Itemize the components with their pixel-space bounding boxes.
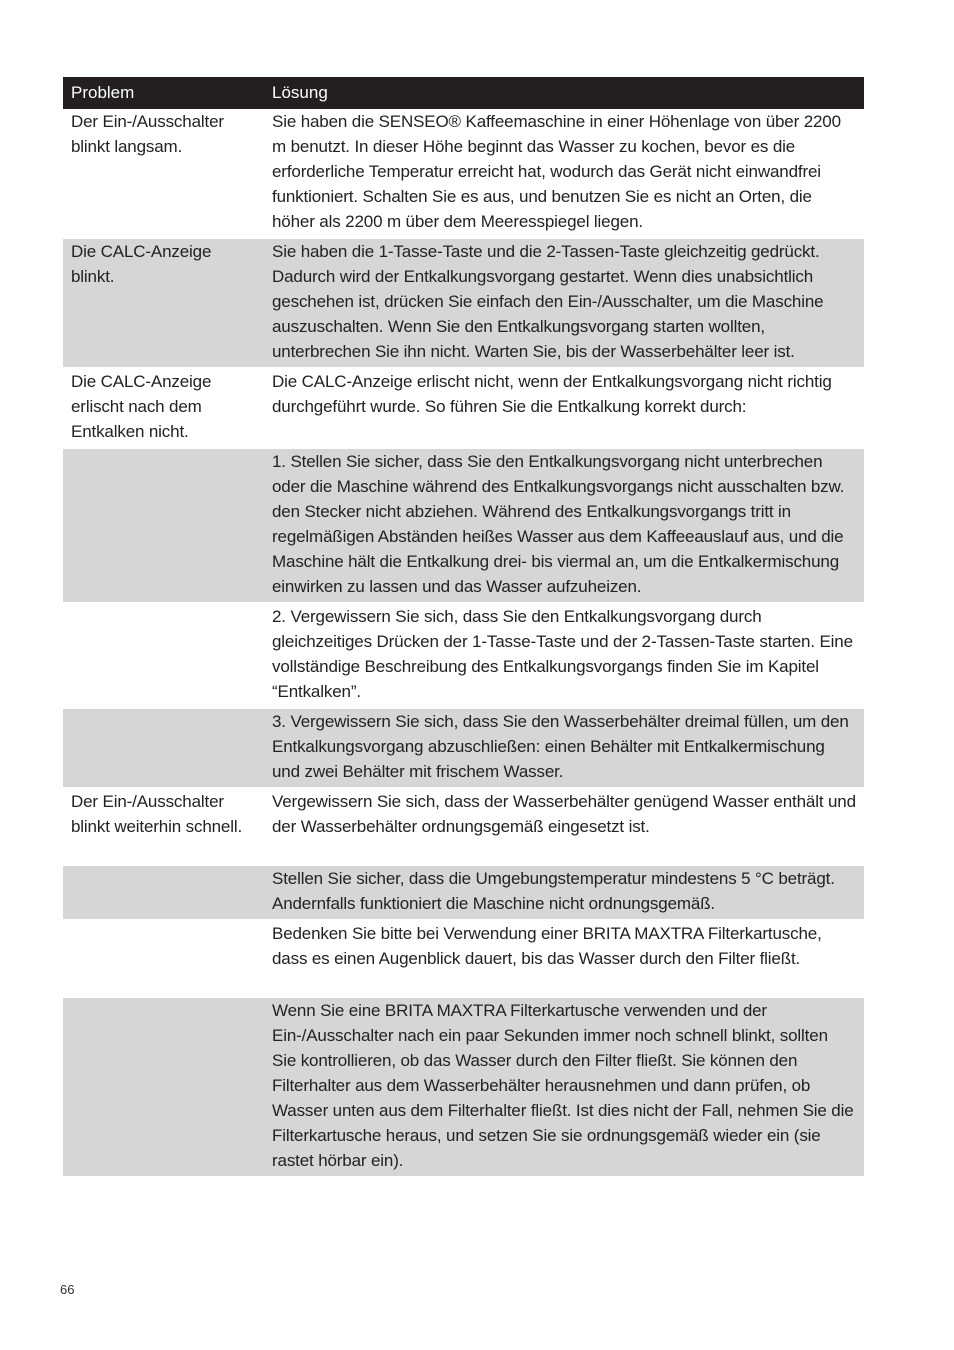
table-row bbox=[63, 865, 864, 920]
solution-cell: 2. Vergewissern Sie sich, dass Sie den Entkalkungsvorgang durch gleichzeitiges Drücken der 1-Tasse-Taste und der 2-Tassen-Taste starten. Eine vollständige Beschreibung des Entkalkungsvorgangs finden Sie im Kapitel “Entkalken”. bbox=[264, 603, 864, 708]
solution-cell: Sie haben die SENSEO® Kaffeemaschine in einer Höhenlage von über 2200 m benutzt. In dieser Höhe beginnt das Wasser zu kochen, bevor es die erforderliche Temperatur erreicht hat, wodurch das Gerät nicht einwandfrei funktioniert. Schalten Sie es aus, und benutzen Sie es nicht an Orten, die höher als 2200 m über dem Meeresspiegel liegen. bbox=[264, 109, 864, 238]
problem-cell: Die CALC-Anzeige blinkt. bbox=[63, 238, 264, 368]
problem-cell bbox=[63, 448, 264, 603]
problem-cell: Der Ein-/Ausschalter blinkt langsam. bbox=[63, 109, 264, 238]
solution-cell: Bedenken Sie bitte bei Verwendung einer BRITA MAXTRA Filterkartusche, dass es einen Augenblick dauert, bis das Wasser durch den Filter fließt. bbox=[264, 920, 864, 997]
table-row bbox=[63, 238, 864, 368]
table-row bbox=[63, 708, 864, 788]
table-row bbox=[63, 788, 864, 865]
header-problem: Problem bbox=[63, 77, 264, 109]
table-row bbox=[63, 920, 864, 997]
solution-cell: Sie haben die 1-Tasse-Taste und die 2-Tassen-Taste gleichzeitig gedrückt. Dadurch wird der Entkalkungsvorgang gestartet. Wenn dies unabsichtlich geschehen ist, drücken Sie einfach den Ein-/Ausschalter, um die Maschine auszuschalten. Wenn Sie den Entkalkungsvorgang starten wollten, unterbrechen Sie ihn nicht. Warten Sie, bis der Wasserbehälter leer ist. bbox=[264, 238, 864, 368]
problem-cell bbox=[63, 865, 264, 920]
problem-cell bbox=[63, 708, 264, 788]
solution-cell: 1. Stellen Sie sicher, dass Sie den Entkalkungsvorgang nicht unterbrechen oder die Maschine während des Entkalkungsvorgangs nicht ausschalten bzw. den Stecker nicht abziehen. Während des Entkalkungsvorgangs tritt in regelmäßigen Abständen heißes Wasser aus dem Kaffeeauslauf aus, und die Maschine hält die Entkalkung drei- bis viermal an, um die Entkalkermischung einwirken zu lassen und das Wasser aufzuheizen. bbox=[264, 448, 864, 603]
troubleshooting-table bbox=[63, 77, 864, 1178]
solution-cell: Stellen Sie sicher, dass die Umgebungstemperatur mindestens 5 °C beträgt. Andernfalls funktioniert die Maschine nicht ordnungsgemäß. bbox=[264, 865, 864, 920]
table-header-row bbox=[63, 77, 864, 109]
solution-cell: 3. Vergewissern Sie sich, dass Sie den Wasserbehälter dreimal füllen, um den Entkalkungsvorgang abzuschließen: einen Behälter mit Entkalkermischung und zwei Behälter mit frischem Wasser. bbox=[264, 708, 864, 788]
solution-cell: Wenn Sie eine BRITA MAXTRA Filterkartusche verwenden und der Ein-/Ausschalter nach ein paar Sekunden immer noch schnell blinkt, sollten Sie kontrollieren, ob das Wasser durch den Filter fließt. Sie können den Filterhalter aus dem Wasserbehälter herausnehmen und dann prüfen, ob Wasser unten aus dem Filterhalter fließt. Ist dies nicht der Fall, nehmen Sie die Filterkartusche heraus, und setzen Sie sie ordnungsgemäß wieder ein (sie rastet hörbar ein). bbox=[264, 997, 864, 1177]
table-row bbox=[63, 109, 864, 238]
solution-cell: Vergewissern Sie sich, dass der Wasserbehälter genügend Wasser enthält und der Wasserbehälter ordnungsgemäß eingesetzt ist. bbox=[264, 788, 864, 865]
table-row bbox=[63, 448, 864, 603]
header-solution: Lösung bbox=[264, 77, 864, 109]
problem-cell bbox=[63, 920, 264, 997]
problem-cell: Der Ein-/Ausschalter blinkt weiterhin schnell. bbox=[63, 788, 264, 865]
problem-cell bbox=[63, 997, 264, 1177]
table-row bbox=[63, 603, 864, 708]
table-row bbox=[63, 997, 864, 1177]
table-row bbox=[63, 368, 864, 448]
problem-cell: Die CALC-Anzeige erlischt nach dem Entkalken nicht. bbox=[63, 368, 264, 448]
page-number: 66 bbox=[60, 1282, 75, 1297]
problem-cell bbox=[63, 603, 264, 708]
solution-cell: Die CALC-Anzeige erlischt nicht, wenn der Entkalkungsvorgang nicht richtig durchgeführt wurde. So führen Sie die Entkalkung korrekt durch: bbox=[264, 368, 864, 448]
